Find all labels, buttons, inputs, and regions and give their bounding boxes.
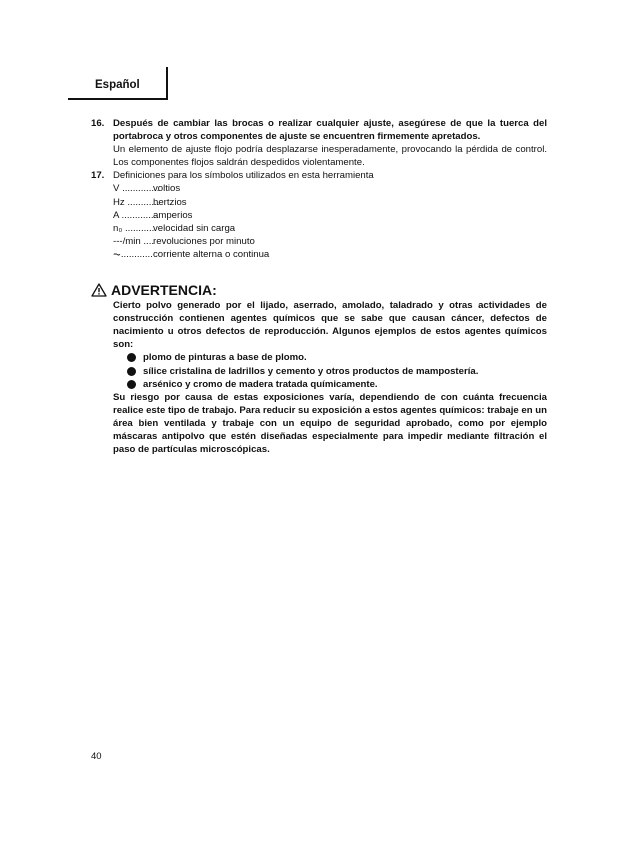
symbol-meaning: voltios bbox=[153, 183, 181, 195]
symbol: n₀ ............ bbox=[113, 222, 157, 234]
language-label: Español bbox=[95, 79, 140, 91]
item-intro: Definiciones para los símbolos utilizados en esta herramienta bbox=[113, 170, 374, 182]
symbol-row bbox=[113, 235, 547, 248]
symbol-meaning: amperios bbox=[153, 209, 193, 221]
item-normal-text: Un elemento de ajuste flojo podría desplazarse inesperadamente, provocando la pérdida de control. Los componentes flojos saldrán despedidos violentamente. bbox=[113, 144, 547, 169]
bullet-icon bbox=[127, 380, 136, 389]
list-item-text: sílice cristalina de ladrillos y cemento y otros productos de mampostería. bbox=[143, 365, 479, 377]
warning-body bbox=[91, 299, 547, 456]
item-number: 17. bbox=[91, 170, 105, 182]
symbol: Hz ............ bbox=[113, 196, 160, 208]
symbol-meaning: hertzios bbox=[153, 196, 187, 208]
bullet-icon bbox=[127, 353, 136, 362]
list-item bbox=[127, 378, 547, 391]
symbol-row bbox=[113, 248, 547, 261]
list-item bbox=[127, 365, 547, 378]
symbol-meaning: velocidad sin carga bbox=[153, 222, 236, 234]
symbol: A .............. bbox=[113, 209, 159, 221]
symbol: V .............. bbox=[113, 183, 160, 195]
symbol: ⏦............ bbox=[113, 248, 153, 260]
item-bold-text: Después de cambiar las brocas o realizar cualquier ajuste, asegúrese de que la tuerca del portabroca y otros componentes de ajuste se encuentren firmemente apretados. bbox=[113, 118, 547, 143]
symbol-meaning: revoluciones por minuto bbox=[153, 235, 255, 247]
item-number: 16. bbox=[91, 118, 105, 129]
instruction-item-17 bbox=[91, 169, 547, 261]
symbol-row bbox=[113, 182, 547, 195]
symbol-row bbox=[113, 222, 547, 235]
warning-bullet-list bbox=[113, 351, 547, 390]
bullet-icon bbox=[127, 367, 136, 376]
symbol-meaning: corriente alterna o continua bbox=[153, 248, 270, 260]
warning-intro: Cierto polvo generado por el lijado, aserrado, amolado, taladrado y otras actividades de construcción contienen agentes químicos que se sabe que causan cáncer, defectos de nacimiento u otros defectos de reproducción. Algunos ejemplos de estos agentes químicos son: bbox=[113, 300, 547, 351]
warning-triangle-icon bbox=[91, 283, 107, 297]
symbol-row bbox=[113, 196, 547, 209]
list-item bbox=[127, 351, 547, 364]
page-number: 40 bbox=[91, 751, 102, 762]
warning-title: ADVERTENCIA: bbox=[111, 282, 217, 299]
list-item-text: arsénico y cromo de madera tratada químicamente. bbox=[143, 378, 378, 390]
symbol-definitions bbox=[113, 182, 547, 261]
instruction-item-16 bbox=[91, 117, 547, 169]
page-content bbox=[91, 117, 547, 456]
warning-outro: Su riesgo por causa de estas exposiciones varía, dependiendo de con cuánta frecuencia realice este tipo de trabajo. Para reducir su exposición a estos agentes químicos: trabaje en un área bien ventilada y trabaje con un equipo de seguridad aprobado, como por ejemplo máscaras antipolvo que estén diseñadas especialmente para impedir mediante filtración el paso de partículas microscópicas. bbox=[113, 391, 547, 456]
list-item-text: plomo de pinturas a base de plomo. bbox=[143, 352, 307, 364]
language-tab bbox=[68, 67, 168, 100]
warning-heading bbox=[91, 281, 547, 299]
symbol-row bbox=[113, 209, 547, 222]
symbol: ---/min .... bbox=[113, 235, 155, 247]
